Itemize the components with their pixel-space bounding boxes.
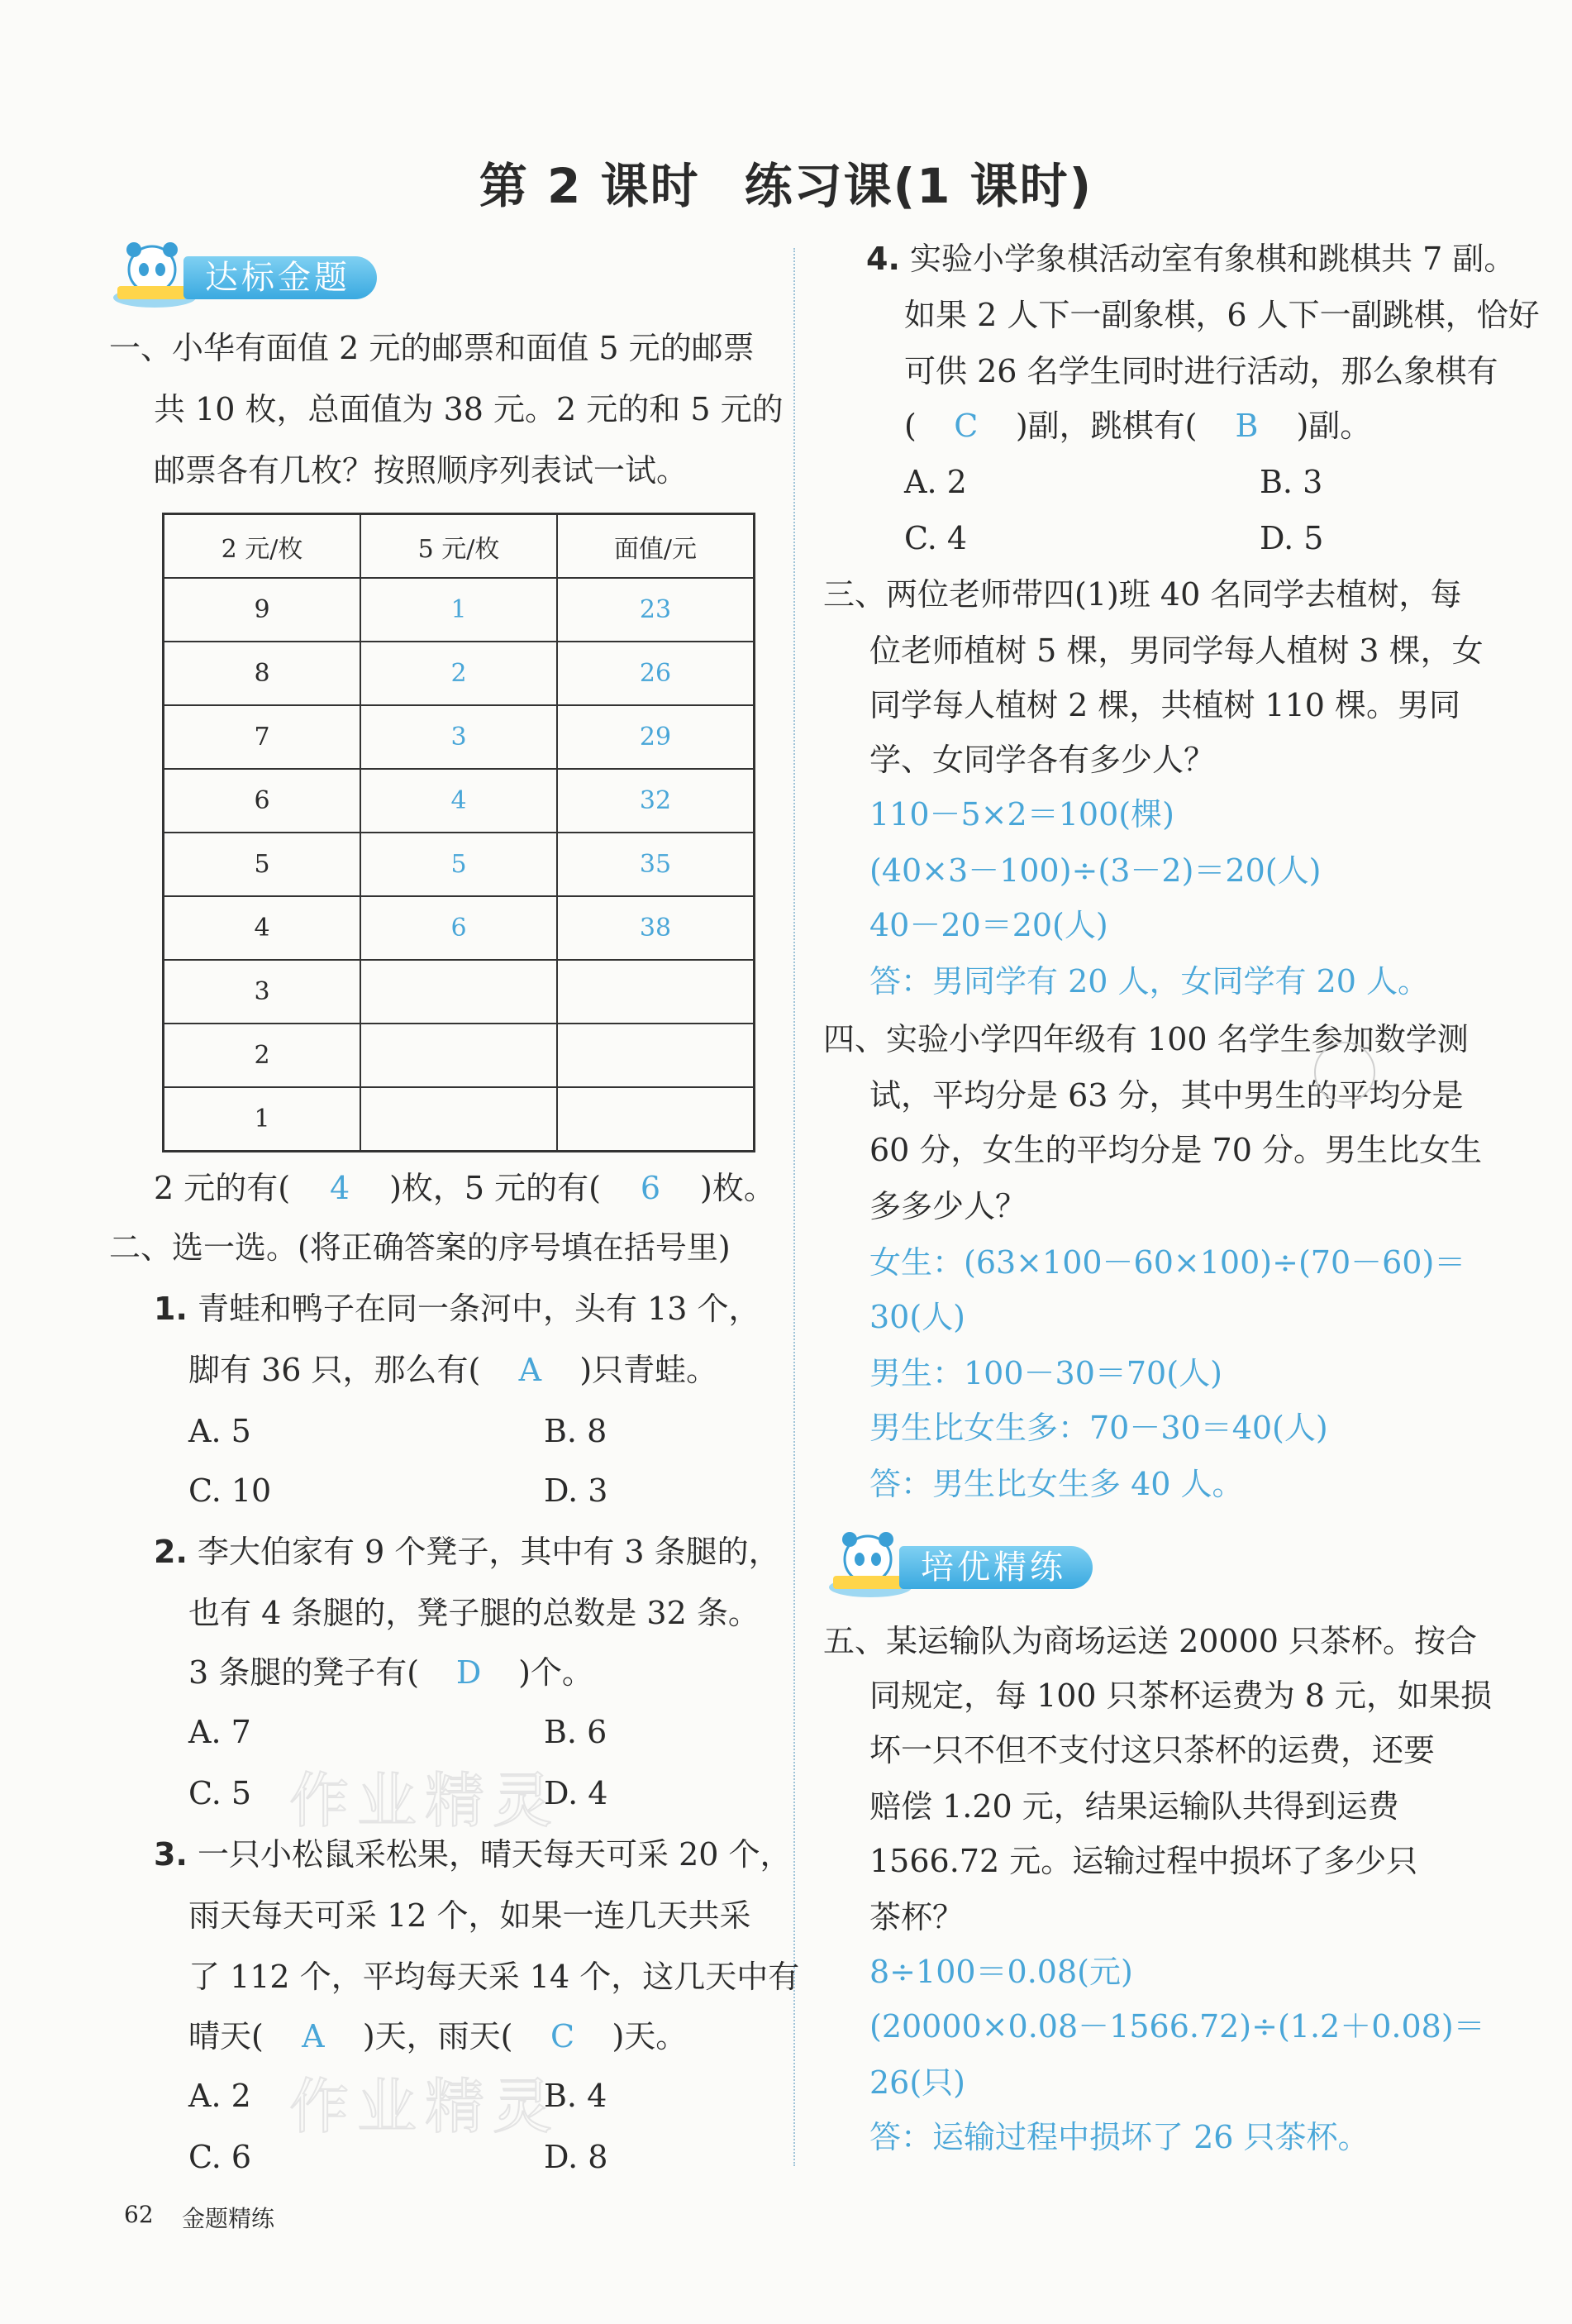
table-header-cell: 2 元/枚 [164, 514, 361, 579]
q5-line-3: 坏一只不但不支付这只茶杯的运费，还要 [869, 1732, 1436, 1768]
lesson-number: 第 2 课时 [479, 158, 700, 214]
option-d: D. 4 [544, 1775, 608, 1811]
problem-text: 实验小学象棋活动室有象棋和跳棋共 7 副。 [909, 241, 1516, 277]
q2-p3-line-3: 了 112 个，平均每天采 14 个，这几天中有 [188, 1959, 800, 1995]
problem-text: ( [904, 408, 917, 444]
q4-line-3: 60 分，女生的平均分是 70 分。男生比女生 [869, 1132, 1482, 1168]
table-cell: 3 [164, 960, 361, 1024]
q5-line-6: 茶杯？ [869, 1899, 965, 1935]
q4-answer-line: 男生：100－30＝70(人) [869, 1355, 1222, 1391]
table-answer-cell: 3 [360, 705, 557, 769]
option-b: B. 3 [1260, 464, 1323, 500]
watermark-text: 作业精灵 [289, 1766, 561, 1835]
q1-line-1: 一、小华有面值 2 元的邮票和面值 5 元的邮票 [109, 330, 755, 366]
table-cell: 9 [164, 578, 361, 642]
table-answer-cell: 23 [557, 578, 755, 642]
banner-label: 达标金题 [183, 256, 377, 299]
q2-p4-line-4 [904, 407, 1371, 445]
option-c: C. 10 [188, 1472, 272, 1509]
q5-answer-line: (20000×0.08－1566.72)÷(1.2＋0.08)＝ [869, 2008, 1485, 2045]
q2-p3-answer-sunny: A [302, 2018, 325, 2054]
problem-text: 一只小松鼠采松果，晴天每天可采 20 个， [197, 1836, 792, 1873]
problem-text: 李大伯家有 9 个凳子，其中有 3 条腿的， [197, 1534, 780, 1570]
q1-answer-2yuan: 4 [330, 1170, 350, 1206]
table-row [164, 1087, 755, 1152]
table-empty-cell [557, 1024, 755, 1087]
table-header-cell: 5 元/枚 [360, 514, 557, 579]
stamp-table [162, 513, 755, 1152]
q2-heading: 二、选一选。(将正确答案的序号填在括号里) [109, 1229, 731, 1266]
q2-p4-line-2: 如果 2 人下一副象棋，6 人下一副跳棋，恰好 [904, 297, 1540, 333]
q4-line-4: 多多少人？ [869, 1188, 1027, 1224]
q3-line-2: 位老师植树 5 棵，男同学每人植树 3 棵，女 [869, 632, 1484, 669]
option-a: A. 2 [904, 464, 967, 500]
table-answer-cell: 26 [557, 642, 755, 705]
option-c: C. 4 [904, 520, 968, 556]
q1-result [154, 1169, 775, 1207]
option-a: A. 7 [188, 1714, 251, 1750]
table-cell: 6 [164, 769, 361, 833]
table-cell: 2 [164, 1024, 361, 1087]
table-header-row [164, 514, 755, 579]
table-empty-cell [360, 960, 557, 1024]
page-number: 62 [124, 2201, 154, 2228]
q2-p1-line-1 [154, 1290, 760, 1328]
q4-line-1: 四、实验小学四年级有 100 名学生参加数学测 [823, 1021, 1469, 1057]
problem-text: )只青蛙。 [579, 1352, 718, 1388]
table-cell: 1 [164, 1087, 361, 1152]
problem-text: )个。 [518, 1654, 593, 1691]
problem-text: )天，雨天( [362, 2018, 513, 2054]
option-b: B. 6 [544, 1714, 607, 1750]
q2-p3-line-2: 雨天每天可采 12 个，如果一连几天共采 [188, 1897, 751, 1934]
table-cell: 8 [164, 642, 361, 705]
problem-text: )副。 [1296, 408, 1372, 444]
q2-p2-answer: D [455, 1654, 482, 1691]
q1-result-text: 2 元的有( [154, 1170, 291, 1206]
q3-line-3: 同学每人植树 2 棵，共植树 110 棵。男同 [869, 687, 1461, 723]
table-row [164, 642, 755, 705]
q1-line-3: 邮票各有几枚？按照顺序列表试一试。 [154, 452, 688, 489]
q3-answer-line: 答：男同学有 20 人，女同学有 20 人。 [869, 963, 1430, 1000]
option-d: D. 8 [544, 2139, 608, 2175]
table-row [164, 896, 755, 960]
q2-p4-line-1 [866, 240, 1515, 278]
problem-text: )天。 [612, 2018, 688, 2054]
table-cell: 4 [164, 896, 361, 960]
q2-p3-line-1 [154, 1835, 792, 1873]
watermark-text: 作业精灵 [289, 2072, 561, 2141]
problem-text: 脚有 36 只，那么有( [188, 1352, 481, 1388]
q2-p1-line-2 [188, 1351, 717, 1389]
q1-answer-5yuan: 6 [640, 1170, 661, 1206]
table-answer-cell: 32 [557, 769, 755, 833]
problem-number: 3. [154, 1836, 188, 1873]
q2-p3-line-4 [188, 2017, 687, 2055]
table-empty-cell [360, 1024, 557, 1087]
table-cell: 7 [164, 705, 361, 769]
table-answer-cell: 6 [360, 896, 557, 960]
q5-line-1: 五、某运输队为商场运送 20000 只茶杯。按合 [823, 1623, 1478, 1659]
q2-p2-line-3 [188, 1654, 593, 1692]
option-b: B. 8 [544, 1413, 607, 1449]
option-c: C. 6 [188, 2139, 252, 2175]
q5-answer-line: 26(只) [869, 2064, 966, 2101]
problem-text: 3 条腿的凳子有( [188, 1654, 420, 1691]
table-answer-cell: 5 [360, 833, 557, 896]
q4-answer-line: 答：男生比女生多 40 人。 [869, 1466, 1244, 1502]
problem-number: 2. [154, 1534, 188, 1570]
q2-p4-answer-chess: C [954, 408, 979, 444]
table-answer-cell: 2 [360, 642, 557, 705]
table-answer-cell: 1 [360, 578, 557, 642]
table-row [164, 960, 755, 1024]
table-row [164, 1024, 755, 1087]
q4-answer-line: 男生比女生多：70－30＝40(人) [869, 1410, 1328, 1446]
table-row [164, 705, 755, 769]
q5-answer-line: 答：运输过程中损坏了 26 只茶杯。 [869, 2119, 1370, 2155]
q2-p1-answer: A [518, 1352, 542, 1388]
table-empty-cell [557, 960, 755, 1024]
q4-answer-line: 女生：(63×100－60×100)÷(70－60)＝ [869, 1244, 1466, 1281]
problem-number: 4. [866, 241, 900, 277]
q3-line-4: 学、女同学各有多少人？ [869, 742, 1216, 778]
q1-result-text: )枚。 [700, 1170, 775, 1206]
section-banner-advanced [825, 1543, 1155, 1592]
q2-p2-line-2: 也有 4 条腿的，凳子腿的总数是 32 条。 [188, 1595, 760, 1631]
option-d: D. 3 [544, 1472, 608, 1509]
q2-p3-answer-rainy: C [550, 2018, 575, 2054]
problem-text: )副，跳棋有( [1015, 408, 1198, 444]
problem-text: 晴天( [188, 2018, 264, 2054]
q1-line-2: 共 10 枚，总面值为 38 元。2 元的和 5 元的 [154, 391, 784, 427]
table-answer-cell: 29 [557, 705, 755, 769]
book-name: 金题精练 [182, 2205, 275, 2232]
option-b: B. 4 [544, 2078, 607, 2114]
page-title [0, 147, 1572, 217]
problem-number: 1. [154, 1291, 188, 1327]
q3-line-1: 三、两位老师带四(1)班 40 名同学去植树，每 [823, 576, 1462, 613]
option-c: C. 5 [188, 1775, 252, 1811]
q5-line-2: 同规定，每 100 只茶杯运费为 8 元，如果损 [869, 1677, 1493, 1714]
option-a: A. 2 [188, 2078, 251, 2114]
q2-p4-answer-checkers: B [1235, 408, 1259, 444]
q2-p2-line-1 [154, 1533, 780, 1571]
table-empty-cell [557, 1087, 755, 1152]
table-answer-cell: 38 [557, 896, 755, 960]
q5-answer-line: 8÷100＝0.08(元) [869, 1954, 1133, 1990]
table-row [164, 769, 755, 833]
section-banner-basic [109, 253, 440, 303]
stamp-mark-icon [1314, 1042, 1375, 1103]
table-cell: 5 [164, 833, 361, 896]
q3-answer-line: 40－20＝20(人) [869, 907, 1108, 943]
q4-answer-line: 30(人) [869, 1299, 966, 1335]
column-divider [793, 248, 795, 2166]
lesson-name: 练习课(1 课时) [744, 158, 1093, 214]
table-row [164, 578, 755, 642]
problem-text: 青蛙和鸭子在同一条河中，头有 13 个， [197, 1291, 760, 1327]
q3-answer-line: (40×3－100)÷(3－2)＝20(人) [869, 852, 1322, 889]
table-answer-cell: 4 [360, 769, 557, 833]
banner-label: 培优精练 [899, 1546, 1093, 1589]
table-row [164, 833, 755, 896]
option-d: D. 5 [1260, 520, 1324, 556]
q4-line-2: 试，平均分是 63 分，其中男生的平均分是 [869, 1077, 1464, 1114]
table-empty-cell [360, 1087, 557, 1152]
table-answer-cell: 35 [557, 833, 755, 896]
q2-p4-line-3: 可供 26 名学生同时进行活动，那么象棋有 [904, 353, 1498, 389]
q3-answer-line: 110－5×2＝100(棵) [869, 796, 1174, 833]
table-header-cell: 面值/元 [557, 514, 755, 579]
q1-result-text: )枚，5 元的有( [389, 1170, 602, 1206]
option-a: A. 5 [188, 1413, 251, 1449]
q5-line-4: 赔偿 1.20 元，结果运输队共得到运费 [869, 1788, 1399, 1825]
q5-line-5: 1566.72 元。运输过程中损坏了多少只 [869, 1843, 1418, 1879]
